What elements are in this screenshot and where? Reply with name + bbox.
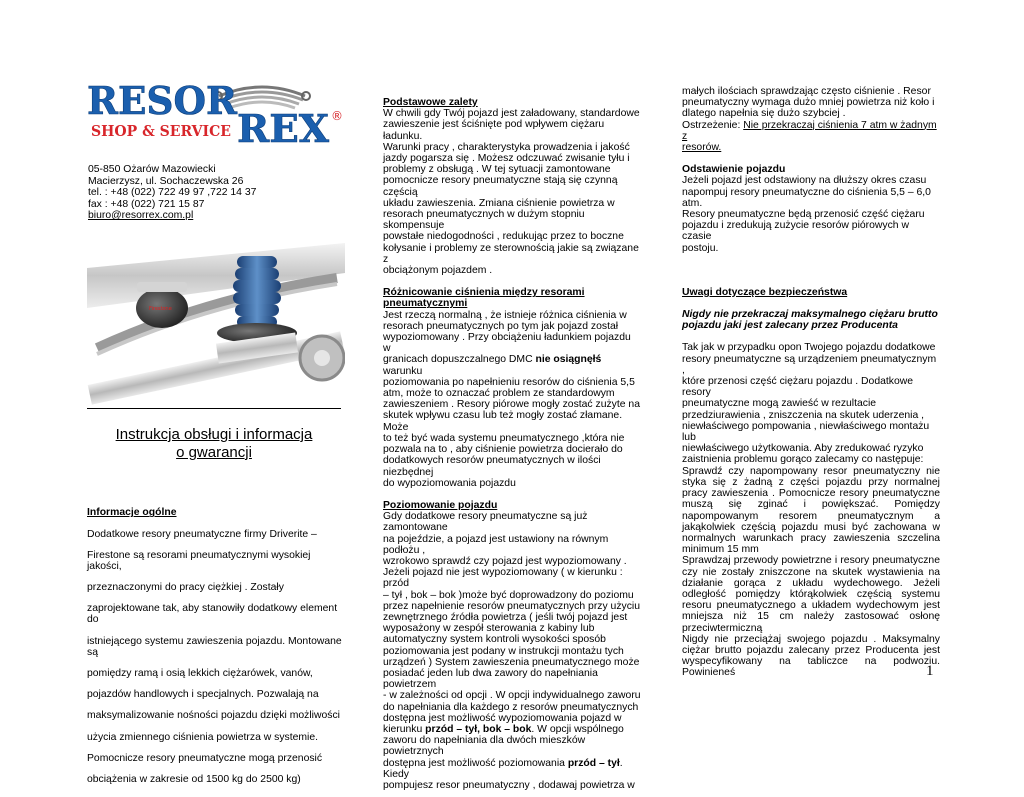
fax-number: fax : +48 (022) 721 15 87 bbox=[88, 198, 205, 210]
safety-paragraph-overload: Nigdy nie przeciążaj swojego pojazdu . Maksymalny ciężar brutto pojazdu zalecany przez Producenta jest wyspecyfikowany na tabliczce na podwoziu. Powinieneś bbox=[682, 633, 940, 679]
pressure-line: pozwala na to , aby ciśnienie powietrza docierało do bbox=[383, 444, 623, 456]
logo-brand-left: RESOR bbox=[87, 80, 238, 123]
general-line: maksymalizowanie nośności pojazdu dzięki możliwości bbox=[87, 710, 340, 722]
leveling-line: wyposażony w zespół sterowania z kabiny lub bbox=[383, 623, 595, 635]
air-spring-suspension-photo bbox=[87, 238, 345, 406]
parking-heading: Odstawienie pojazdu bbox=[682, 164, 786, 176]
general-info-section bbox=[87, 498, 345, 797]
safety-paragraph-heat: Sprawdzaj przewody powietrzne i resory pneumatyczne czy nie zostały zniszczone na skutek wystawienia na działanie gorąca z układu wydechowego. Jeżeli odległość pomiędzy którąkolwiek częścią systemu resoru pneumatycznego a układem wydechowym jest mniejsza niż 15 cm należy zastosować osłonę przeciwtermiczną bbox=[682, 555, 940, 634]
pressure-line: to też być wada systemu pneumatycznego ,która nie bbox=[383, 432, 625, 444]
general-line: zaprojektowane tak, aby stanowiły dodatkowy element do bbox=[87, 603, 338, 626]
leveling-line: urządzeń ) System zawieszenia pneumatycznego może bbox=[383, 656, 640, 668]
safety-line: niewłaściwego użytkowania. Aby zredukować ryzyko bbox=[682, 443, 924, 455]
leveling-line: automatyczny system kontroli wysokości sposób bbox=[383, 634, 606, 646]
pressure-line bbox=[383, 354, 641, 376]
advantages-line: układu zawieszenia. Zmiana ciśnienie powietrza w bbox=[383, 197, 615, 209]
leveling-line: Jeżeli pojazd nie jest wypoziomowany ( w kierunku : przód bbox=[383, 567, 623, 590]
advantages-line: problemy z obsługą . W tej sytuacji zamontowane bbox=[383, 164, 611, 176]
leveling-line: zewnętrznego źródła powietrza ( jeśli twój pojazd jest bbox=[383, 611, 628, 623]
general-line: pojazdów handlowych i specjalnych. Pozwalają na bbox=[87, 689, 319, 701]
safety-line: które przenosi część ciężaru pojazdu . Dodatkowe resory bbox=[682, 376, 914, 399]
leveling-line: Gdy dodatkowe resory pneumatyczne są już zamontowane bbox=[383, 511, 588, 534]
pressure-line: Jest rzeczą normalną , że istnieje różnica ciśnienia w bbox=[383, 309, 627, 321]
general-line: Pomocnicze resory pneumatyczne mogą przenosić bbox=[87, 753, 323, 765]
general-line: Dodatkowe resory pneumatyczne firmy Driverite – bbox=[87, 528, 317, 540]
parking-line: napompuj resory pneumatyczne do ciśnienia 5,5 – 6,0 atm. bbox=[682, 186, 931, 209]
leveling-line bbox=[383, 724, 641, 735]
leveling-line: - w zależności od opcji . W opcji indywidualnego zaworu bbox=[383, 690, 641, 702]
advantages-line: W chwili gdy Twój pojazd jest załadowany, standardowe bbox=[383, 108, 640, 120]
logo-brand-right: REX bbox=[237, 106, 330, 146]
pressure-heading: Różnicowanie ciśnienia między resorami bbox=[383, 287, 585, 299]
leveling-line: poziomowania jest podany w instrukcji montażu tych bbox=[383, 645, 624, 657]
pressure-line: atm, może to oznaczać problem ze standardowym bbox=[383, 388, 615, 400]
logo-registered: ® bbox=[331, 109, 343, 123]
document-title bbox=[87, 426, 341, 462]
advantages-heading: Podstawowe zalety bbox=[383, 97, 478, 108]
leveling-line: – tył , bok – bok )może być doprowadzony do poziomu bbox=[383, 589, 634, 601]
safety-line: Tak jak w przypadku opon Twojego pojazdu dodatkowe bbox=[682, 342, 936, 354]
safety-line: niewłaściwego pompowania , niewłaściwego montażu lub bbox=[682, 420, 930, 444]
leveling-text: . Kiedy bbox=[383, 757, 623, 780]
safety-heading: Uwagi dotyczące bezpieczeństwa bbox=[682, 286, 848, 298]
safety-line: zaistnienia problemu gorąco zalecamy co następuje: bbox=[682, 454, 924, 466]
leveling-text: . W opcji wspólnego bbox=[531, 723, 624, 735]
general-line: obciążenia w zakresie od 1500 kg do 2500 kg) bbox=[87, 774, 301, 786]
phone-number: tel. : +48 (022) 722 49 97 ,722 14 37 bbox=[88, 187, 257, 198]
general-line: użycia zmiennego ciśnienia powietrza w systemie. bbox=[87, 731, 319, 743]
right-column bbox=[682, 86, 940, 679]
parking-line: Resory pneumatyczne będą przenosić część ciężaru bbox=[682, 209, 925, 221]
logo-tagline: SHOP & SERVICE bbox=[91, 122, 231, 140]
resorrex-logo bbox=[87, 80, 345, 146]
pressure-text: warunku bbox=[383, 365, 423, 377]
safety-line: resory pneumatyczne są urządzeniem pneumatycznym , bbox=[682, 353, 937, 376]
advantages-line: zawieszenie jest ściśnięte pod wpływem ciężaru ładunku. bbox=[383, 119, 605, 142]
pressure-line: poziomowania po napełnieniu resorów do ciśnienia 5,5 bbox=[383, 376, 635, 388]
parking-line: Jeżeli pojazd jest odstawiony na dłuższy okres czasu bbox=[682, 175, 927, 187]
leveling-line: wzrokowo sprawdź czy pojazd jest wypoziomowany . bbox=[383, 555, 627, 567]
pressure-line: zawieszeniem . Resory piórowe mogły zostać zużyte na bbox=[383, 399, 640, 411]
leveling-heading: Poziomowanie pojazdu bbox=[383, 499, 498, 511]
safety-warning-cont: pojazdu jaki jest zalecany przez Producenta bbox=[682, 320, 898, 332]
general-line: pomiędzy ramą i osią lekkich ciężarówek, vanów, bbox=[87, 667, 313, 679]
general-heading: Informacje ogólne bbox=[87, 507, 177, 519]
safety-warning: Nigdy nie przekraczaj maksymalnego ciężaru brutto bbox=[682, 309, 938, 321]
address-line1: 05-850 Ożarów Mazowiecki bbox=[88, 164, 216, 175]
warning-text-cont: resorów. bbox=[682, 142, 722, 154]
leveling-text: dostępna jest możliwość poziomowania bbox=[383, 757, 568, 769]
general-line: Firestone są resorami pneumatycznymi wysokiej jakości, bbox=[87, 549, 311, 572]
general-line: przeznaczonymi do pracy ciężkiej . Zostały bbox=[87, 582, 284, 594]
safety-line: pneumatyczne mogą zawieść w rezultacie bbox=[682, 398, 877, 410]
leveling-bold: przód – tył, bok – bok bbox=[425, 723, 532, 735]
company-address bbox=[88, 164, 256, 222]
pressure-line: do wypoziomowania pojazdu bbox=[383, 477, 516, 489]
address-line2: Macierzysz, ul. Sochaczewska 26 bbox=[88, 175, 244, 187]
advantages-line: resorach pneumatycznych w dużym stopniu skompensuje bbox=[383, 209, 585, 232]
page-number: 1 bbox=[926, 663, 934, 679]
leveling-line: przez napełnienie resorów pneumatycznych przy użyciu bbox=[383, 600, 641, 612]
leveling-line: do napełniania dla każdego z resorów pneumatycznych bbox=[383, 701, 639, 713]
warning-line bbox=[682, 120, 940, 142]
leveling-line bbox=[383, 758, 641, 780]
pressure-line: skutek wpływu czasu lub też mogły zostać złamane. Może bbox=[383, 410, 623, 433]
leveling-line: pompujesz resor pneumatyczny , dodawaj powietrza w bbox=[383, 779, 635, 791]
leveling-cont-line: pneumatyczny wymaga dużo mniej powietrza niż koło i bbox=[682, 97, 935, 109]
email-link[interactable]: biuro@resorrex.com.pl bbox=[88, 210, 194, 221]
safety-paragraph-clearance: Sprawdź czy napompowany resor pneumatyczny nie styka się z żadną z części pojazdu przy normalnej pracy zawieszenia . Pomocnicze resory pneumatyczne muszą się zginać i powiększać. Pomiędzy napompowanym resorem pneumatycznym a jakąkolwiek częścią pojazdu musi być zachowana w normalnych warunkach pracy zawieszenia szczelina minimum 15 mm bbox=[682, 465, 940, 556]
safety-line: przedziurawienia , zniszczenia na skutek uderzenia , bbox=[682, 409, 924, 421]
advantages-line: powstałe niedogodności , redukując przez to boczne bbox=[383, 231, 624, 243]
leveling-cont-line: dlatego napełnia się dużo szybciej . bbox=[682, 108, 846, 120]
leveling-text: kierunku bbox=[383, 723, 426, 735]
pressure-heading-cont: pneumatycznymi bbox=[383, 298, 468, 310]
warning-label: Ostrzeżenie: bbox=[682, 119, 744, 131]
advantages-line: pomocnicze resory pneumatyczne stają się czynną częścią bbox=[383, 175, 618, 198]
advantages-line: Warunki pracy , charakterystyka prowadzenia i jakość bbox=[383, 141, 630, 153]
advantages-line: kołysanie i problemy ze sterownością jakie są związane z bbox=[383, 242, 639, 265]
section-divider bbox=[87, 408, 341, 409]
title-line1: Instrukcja obsługi i informacja bbox=[115, 426, 313, 443]
pressure-line: resorach pneumatycznych po tym jak pojazd został bbox=[383, 320, 619, 332]
svg-text:Firestone: Firestone bbox=[149, 306, 172, 312]
parking-line: postoju. bbox=[682, 242, 719, 254]
leveling-cont-line: małych ilościach sprawdzając często ciśnienie . Resor bbox=[682, 86, 931, 97]
pressure-bold: nie osiągnęłś bbox=[535, 354, 602, 366]
advantages-line: jazdy pogarsza się . Możesz odczuwać zwisanie tyłu i bbox=[383, 153, 630, 165]
leveling-line: posiadać jeden lub dwa zawory do napełniania powietrzem bbox=[383, 667, 598, 691]
leveling-bold: przód – tył bbox=[567, 757, 620, 769]
pressure-line: dodatkowych resorów pneumatycznych w ilości niezbędnej bbox=[383, 455, 601, 478]
parking-line: pojazdu i zredukują zużycie resorów piórowych w czasie bbox=[682, 220, 909, 243]
leveling-line: na pojeździe, a pojazd jest ustawiony na równym podłożu , bbox=[383, 533, 609, 556]
advantages-line: obciążonym pojazdem . bbox=[383, 265, 493, 277]
warning-text: Nie przekraczaj ciśnienia 7 atm w żadnym z bbox=[682, 119, 937, 142]
leveling-line: zaworu do napełniania dla dwóch mieszków powietrznych bbox=[383, 735, 586, 758]
general-line: istniejącego systemu zawieszenia pojazdu. Montowane są bbox=[87, 635, 342, 658]
pressure-line: wypoziomowany . Przy obciążeniu ładunkiem pojazdu w bbox=[383, 332, 631, 355]
middle-column bbox=[383, 97, 641, 791]
pressure-text: granicach dopuszczalnego DMC bbox=[383, 354, 536, 366]
title-line2: o gwarancji bbox=[176, 444, 252, 461]
leveling-line: dostępna jest możliwość wypoziomowania pojazd w bbox=[383, 712, 622, 724]
